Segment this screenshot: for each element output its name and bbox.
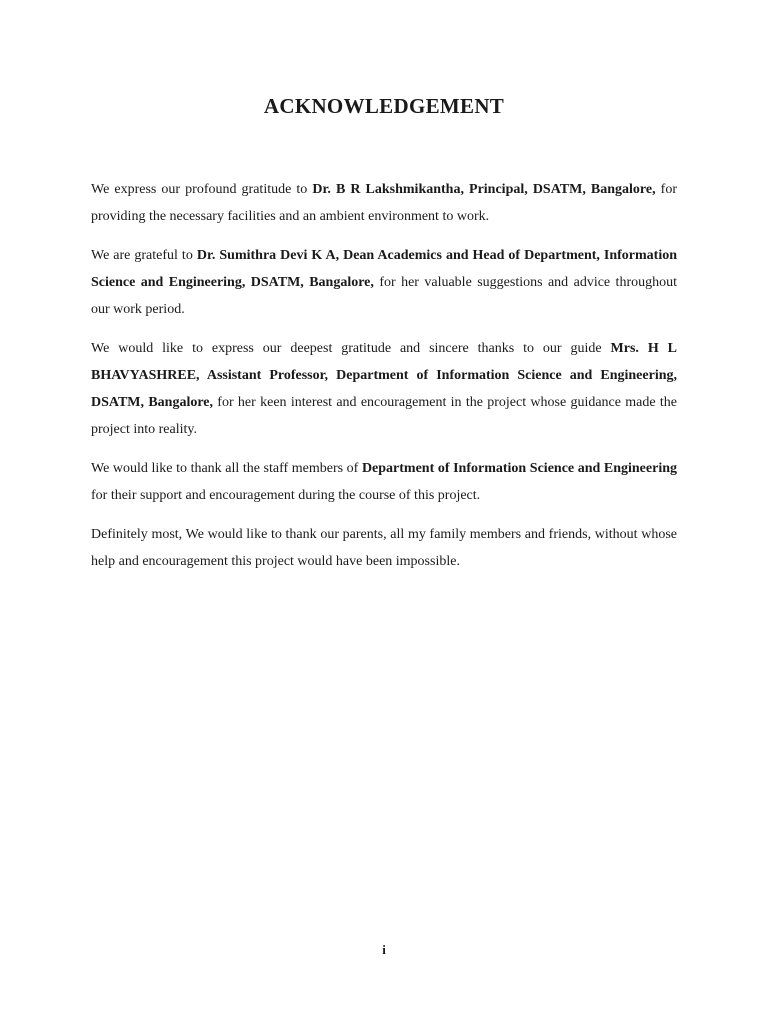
paragraph-hod [91,242,677,323]
text-segment: We would like to thank all the staff members of [91,461,362,476]
paragraph-principal [91,176,677,230]
page-number: i [382,942,386,957]
text-segment: We express our profound gratitude to [91,182,313,197]
text-segment: for her valuable suggestions and advice throughout our work period. [91,275,677,317]
bold-segment: Dr. B R Lakshmikantha, Principal, DSATM, Bangalore, [312,182,656,197]
text-segment: We are grateful to [91,248,197,263]
bold-segment: Department of Information Science and Engineering [361,461,677,476]
acknowledgement-body [91,176,677,587]
text-segment: We would like to express our deepest gratitude and sincere thanks to our guide [91,341,611,356]
bold-segment: Dr. Sumithra Devi K A, Dean Academics and Head of Department, Information Science and Engineering, DSATM, Bangalore, [91,248,678,290]
text-segment: for providing the necessary facilities and an ambient environment to work. [91,182,678,224]
paragraph-staff [91,455,677,509]
paragraph-guide [91,335,677,443]
text-segment: Definitely most, We would like to thank our parents, all my family members and friends, without whose help and encouragement this project would have been impossible. [91,527,677,569]
page-title: ACKNOWLEDGEMENT [263,94,505,118]
bold-segment: Mrs. H L BHAVYASHREE, Assistant Professor, Department of Information Science and Engineering, DSATM, Bangalore, [91,341,677,410]
text-segment: for their support and encouragement during the course of this project. [91,488,481,503]
text-segment: for her keen interest and encouragement in the project whose guidance made the project into reality. [91,395,677,437]
paragraph-family [91,521,677,575]
